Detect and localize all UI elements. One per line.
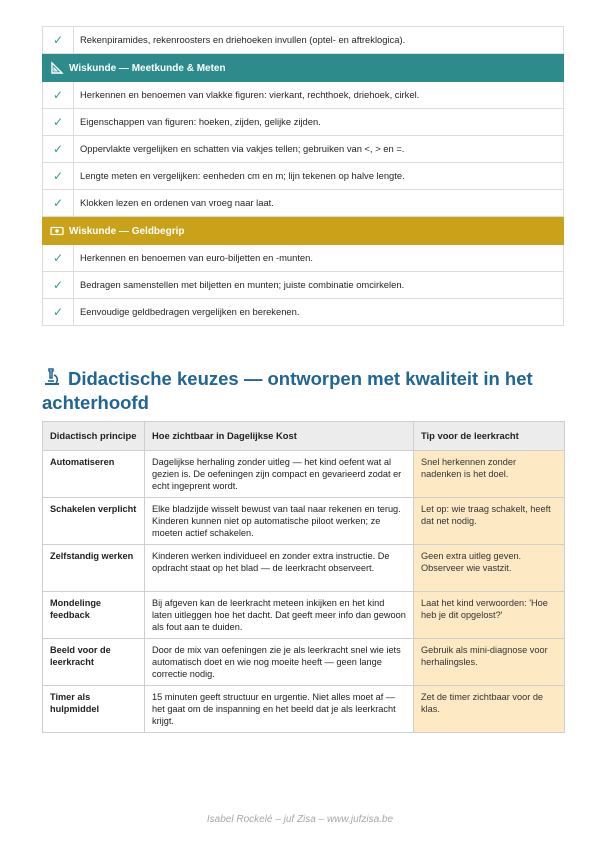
goals-table [42, 26, 564, 326]
principle-cell: Schakelen verplicht [43, 498, 145, 545]
table-row [43, 639, 565, 686]
banknote-icon [50, 224, 64, 238]
section-heading [42, 367, 572, 415]
principle-cell: Zelfstandig werken [43, 545, 145, 592]
how-cell: Kinderen werken individueel en zonder extra instructie. De opdracht staat op het blad — de leerkracht observeert. [145, 545, 414, 592]
section-header-geldbegrip [42, 217, 564, 245]
table-row [43, 592, 565, 639]
header-how: Hoe zichtbaar in Dagelijkse Kost [145, 422, 414, 451]
goal-row [42, 272, 564, 299]
goal-text: Herkennen en benoemen van euro-biljetten en -munten. [80, 252, 313, 263]
goal-row [42, 163, 564, 190]
how-cell: Door de mix van oefeningen zie je als leerkracht snel wie iets automatisch doet en wie nog moeite heeft — geen lange correctie nodig. [145, 639, 414, 686]
heading-text: Didactische keuzes — ontworpen met kwaliteit in het achterhoofd [42, 368, 533, 413]
goal-text: Klokken lezen en ordenen van vroeg naar laat. [80, 197, 274, 208]
how-cell: 15 minuten geeft structuur en urgentie. Niet alles moet af — het gaat om de inspanning en het beeld dat je als leerkracht krijgt. [145, 686, 414, 733]
table-header-row [43, 422, 565, 451]
tip-cell: Snel herkennen zonder nadenken is het doel. [414, 451, 565, 498]
section-title: Wiskunde — Meetkunde & Meten [69, 62, 226, 74]
goal-text: Bedragen samenstellen met biljetten en munten; juiste combinatie omcirkelen. [80, 279, 405, 290]
principle-cell: Automatiseren [43, 451, 145, 498]
didactic-table [42, 421, 565, 733]
table-row [43, 686, 565, 733]
check-icon: ✓ [43, 245, 74, 271]
goal-text: Oppervlakte vergelijken en schatten via vakjes tellen; gebruiken van <, > en =. [80, 143, 405, 154]
header-tip: Tip voor de leerkracht [414, 422, 565, 451]
goal-text: Eigenschappen van figuren: hoeken, zijden, gelijke zijden. [80, 116, 321, 127]
microscope-icon [42, 367, 62, 387]
check-icon: ✓ [43, 82, 74, 108]
table-row [43, 451, 565, 498]
check-icon: ✓ [43, 163, 74, 189]
check-icon: ✓ [43, 190, 74, 216]
check-icon: ✓ [43, 136, 74, 162]
goal-row [42, 190, 564, 217]
goal-text: Lengte meten en vergelijken: eenheden cm en m; lijn tekenen op halve lengte. [80, 170, 405, 181]
tip-cell: Let op: wie traag schakelt, heeft dat net nodig. [414, 498, 565, 545]
tip-cell: Gebruik als mini-diagnose voor herhalingsles. [414, 639, 565, 686]
check-icon: ✓ [43, 299, 74, 325]
principle-cell: Mondelinge feedback [43, 592, 145, 639]
principle-cell: Beeld voor de leerkracht [43, 639, 145, 686]
section-title: Wiskunde — Geldbegrip [69, 225, 185, 237]
tip-cell: Zet de timer zichtbaar voor de klas. [414, 686, 565, 733]
principle-cell: Timer als hulpmiddel [43, 686, 145, 733]
header-principle: Didactisch principe [43, 422, 145, 451]
table-row [43, 545, 565, 592]
check-icon: ✓ [43, 272, 74, 298]
section-header-meetkunde [42, 54, 564, 82]
check-icon: ✓ [43, 27, 74, 53]
table-row [43, 498, 565, 545]
ruler-triangle-icon [50, 61, 64, 75]
tip-cell: Laat het kind verwoorden: 'Hoe heb je dit opgelost?' [414, 592, 565, 639]
goal-text: Eenvoudige geldbedragen vergelijken en berekenen. [80, 306, 300, 317]
goal-row [42, 136, 564, 163]
how-cell: Dagelijkse herhaling zonder uitleg — het kind oefent wat al gezien is. De oefeningen zijn compact en gevarieerd zodat er echt ingeprent wordt. [145, 451, 414, 498]
how-cell: Bij afgeven kan de leerkracht meteen inkijken en het kind laten uitleggen hoe het dacht. Dat geeft meer info dan gewoon als fout aan te duiden. [145, 592, 414, 639]
goal-row [42, 299, 564, 326]
goal-row [42, 82, 564, 109]
page-footer: Isabel Rockelé – juf Zisa – www.jufzisa.be [206, 814, 394, 825]
how-cell: Elke bladzijde wisselt bewust van taal naar rekenen en terug. Kinderen kunnen niet op automatische piloot werken; ze moeten actief schakelen. [145, 498, 414, 545]
goal-row [42, 109, 564, 136]
goal-row [42, 27, 564, 54]
goal-text: Herkennen en benoemen van vlakke figuren: vierkant, rechthoek, driehoek, cirkel. [80, 89, 420, 100]
check-icon: ✓ [43, 109, 74, 135]
tip-cell: Geen extra uitleg geven. Observeer wie vastzit. [414, 545, 565, 592]
goal-text: Rekenpiramides, rekenroosters en driehoeken invullen (optel- en aftreklogica). [80, 34, 406, 45]
goal-row [42, 245, 564, 272]
